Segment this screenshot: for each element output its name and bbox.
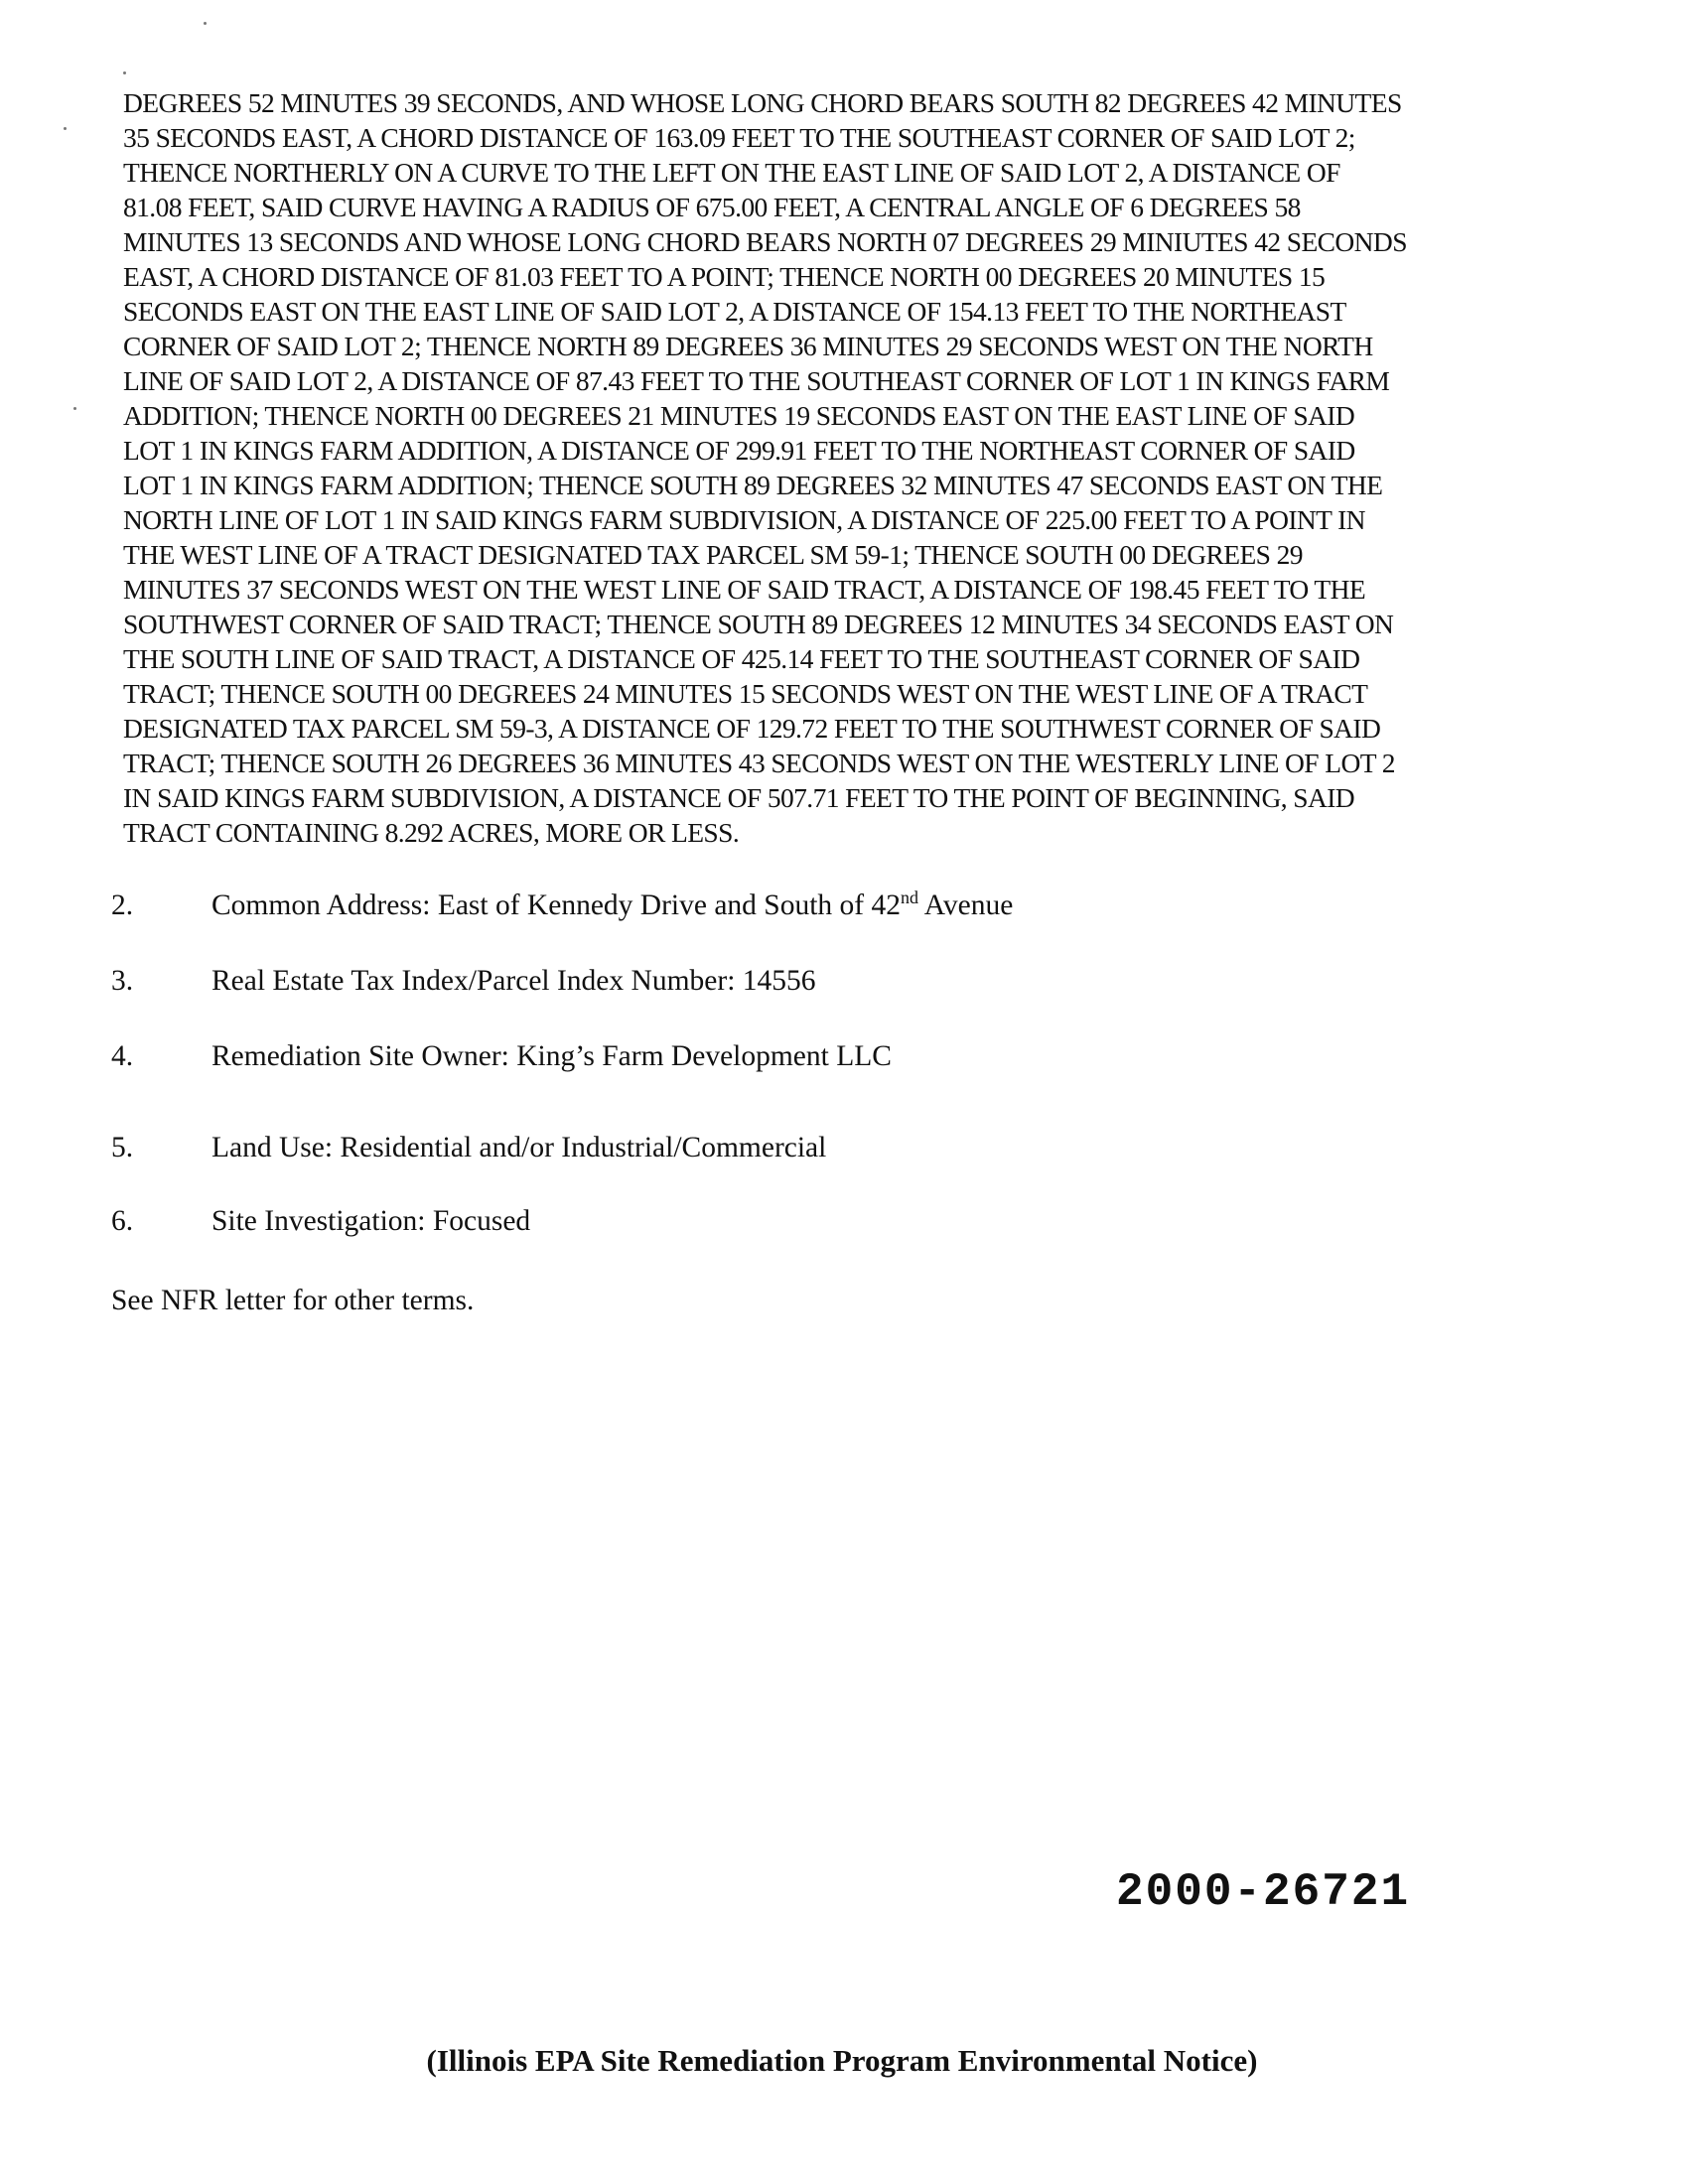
item-number: 2. [111, 889, 134, 921]
see-nfr-note: See NFR letter for other terms. [111, 1285, 475, 1316]
item-text: Real Estate Tax Index/Parcel Index Number: 14556 [211, 965, 816, 997]
item-text: Site Investigation: Focused [211, 1205, 531, 1237]
legal-line: TRACT; THENCE SOUTH 26 DEGREES 36 MINUTES 43 SECONDS WEST ON THE WESTERLY LINE OF LOT 2 [123, 748, 1395, 778]
legal-line: DEGREES 52 MINUTES 39 SECONDS, AND WHOSE LONG CHORD BEARS SOUTH 82 DEGREES 42 MINUTES [123, 87, 1402, 118]
legal-line: 81.08 FEET, SAID CURVE HAVING A RADIUS OF 675.00 FEET, A CENTRAL ANGLE OF 6 DEGREES 58 [123, 192, 1301, 222]
common-address-text: Common Address: East of Kennedy Drive and South of 42 [211, 889, 901, 921]
item-number: 3. [111, 965, 134, 997]
legal-line: MINUTES 13 SECONDS AND WHOSE LONG CHORD BEARS NORTH 07 DEGREES 29 MINIUTES 42 SECONDS [123, 226, 1407, 257]
scan-speck [64, 127, 67, 130]
item-number: 4. [111, 1040, 134, 1072]
item-text [211, 887, 1013, 923]
legal-line: LOT 1 IN KINGS FARM ADDITION; THENCE SOUTH 89 DEGREES 32 MINUTES 47 SECONDS EAST ON THE [123, 470, 1383, 500]
legal-line: IN SAID KINGS FARM SUBDIVISION, A DISTANCE OF 507.71 FEET TO THE POINT OF BEGINNING, SAID [123, 782, 1355, 813]
legal-line: NORTH LINE OF LOT 1 IN SAID KINGS FARM SUBDIVISION, A DISTANCE OF 225.00 FEET TO A POINT IN [123, 504, 1365, 535]
legal-line: THENCE NORTHERLY ON A CURVE TO THE LEFT ON THE EAST LINE OF SAID LOT 2, A DISTANCE OF [123, 157, 1340, 188]
item-number: 5. [111, 1132, 134, 1163]
legal-line: CORNER OF SAID LOT 2; THENCE NORTH 89 DEGREES 36 MINUTES 29 SECONDS WEST ON THE NORTH [123, 331, 1373, 361]
document-number-stamp: 2000-26721 [1116, 1866, 1411, 1918]
common-address-text-end: Avenue [918, 889, 1014, 921]
scan-speck [73, 407, 76, 410]
legal-line: 35 SECONDS EAST, A CHORD DISTANCE OF 163.09 FEET TO THE SOUTHEAST CORNER OF SAID LOT 2; [123, 122, 1355, 153]
item-text: Remediation Site Owner: King’s Farm Development LLC [211, 1040, 892, 1072]
legal-line: MINUTES 37 SECONDS WEST ON THE WEST LINE OF SAID TRACT, A DISTANCE OF 198.45 FEET TO THE [123, 574, 1366, 605]
legal-line: TRACT CONTAINING 8.292 ACRES, MORE OR LESS. [123, 817, 740, 848]
ordinal-suffix: nd [901, 887, 918, 908]
legal-line: DESIGNATED TAX PARCEL SM 59-3, A DISTANCE OF 129.72 FEET TO THE SOUTHWEST CORNER OF SAID [123, 713, 1381, 744]
legal-line: LOT 1 IN KINGS FARM ADDITION, A DISTANCE OF 299.91 FEET TO THE NORTHEAST CORNER OF SAID [123, 435, 1355, 466]
scan-speck [123, 71, 126, 74]
legal-line: THE WEST LINE OF A TRACT DESIGNATED TAX PARCEL SM 59-1; THENCE SOUTH 00 DEGREES 29 [123, 539, 1303, 570]
item-number: 6. [111, 1205, 134, 1237]
legal-line: ADDITION; THENCE NORTH 00 DEGREES 21 MINUTES 19 SECONDS EAST ON THE EAST LINE OF SAID [123, 400, 1355, 431]
legal-line: SOUTHWEST CORNER OF SAID TRACT; THENCE SOUTH 89 DEGREES 12 MINUTES 34 SECONDS EAST ON [123, 609, 1394, 639]
legal-line: THE SOUTH LINE OF SAID TRACT, A DISTANCE OF 425.14 FEET TO THE SOUTHEAST CORNER OF SAID [123, 643, 1360, 674]
footer-notice: (Illinois EPA Site Remediation Program Environmental Notice) [426, 2043, 1258, 2078]
legal-description-paragraph [123, 85, 1577, 850]
legal-line: SECONDS EAST ON THE EAST LINE OF SAID LOT 2, A DISTANCE OF 154.13 FEET TO THE NORTHEAST [123, 296, 1346, 327]
legal-line: TRACT; THENCE SOUTH 00 DEGREES 24 MINUTES 15 SECONDS WEST ON THE WEST LINE OF A TRACT [123, 678, 1368, 709]
item-text: Land Use: Residential and/or Industrial/Commercial [211, 1132, 827, 1163]
legal-line: LINE OF SAID LOT 2, A DISTANCE OF 87.43 FEET TO THE SOUTHEAST CORNER OF LOT 1 IN KINGS FARM [123, 365, 1390, 396]
legal-line: EAST, A CHORD DISTANCE OF 81.03 FEET TO A POINT; THENCE NORTH 00 DEGREES 20 MINUTES 15 [123, 261, 1326, 292]
scan-speck [204, 22, 207, 25]
